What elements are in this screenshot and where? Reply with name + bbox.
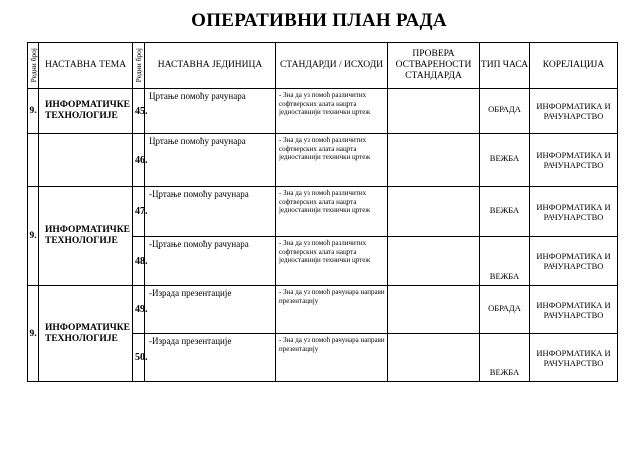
lesson-type: ВЕЖБА — [480, 334, 530, 382]
lesson-unit: -Израда презентације — [145, 286, 276, 334]
operational-plan-table — [27, 42, 618, 382]
group-topic — [39, 134, 133, 187]
lesson-number: 48. — [133, 237, 145, 286]
lesson-unit: -Израда презентације — [145, 334, 276, 382]
lesson-check — [388, 187, 480, 237]
lesson-number: 47. — [133, 187, 145, 237]
lesson-number: 50. — [133, 334, 145, 382]
lesson-unit: -Цртање помоћу рачунара — [145, 187, 276, 237]
lesson-correlation: ИНФОРМАТИКА И РАЧУНАРСТВО — [530, 134, 618, 187]
lesson-check — [388, 89, 480, 134]
lesson-check — [388, 334, 480, 382]
lesson-type: ОБРАДА — [480, 286, 530, 334]
table-row — [28, 134, 618, 187]
header-nastavna-tema: НАСТАВНА ТЕМА — [39, 43, 133, 89]
group-number: 9. — [28, 286, 39, 382]
table-row — [28, 286, 618, 334]
table-header-row — [28, 43, 618, 89]
lesson-correlation: ИНФОРМАТИКА И РАЧУНАРСТВО — [530, 187, 618, 237]
lesson-correlation: ИНФОРМАТИКА И РАЧУНАРСТВО — [530, 89, 618, 134]
lesson-standard: - Зна да уз помоћ рачунара направи презентацију — [276, 286, 388, 334]
table-row — [28, 89, 618, 134]
lesson-standard: - Зна да уз помоћ различитих софтверских алата нацрта једноставнији технички цртеж — [276, 134, 388, 187]
header-provera: ПРОВЕРА ОСТВАРЕНОСТИ СТАНДАРДА — [388, 43, 480, 89]
header-tip-casa: ТИП ЧАСА — [480, 43, 530, 89]
table-row — [28, 187, 618, 237]
group-number: 9. — [28, 89, 39, 134]
lesson-number: 49. — [133, 286, 145, 334]
header-standardi: СТАНДАРДИ / ИСХОДИ — [276, 43, 388, 89]
lesson-type: ОБРАДА — [480, 89, 530, 134]
lesson-standard: - Зна да уз помоћ различитих софтверских алата нацрта једноставнији технички цртеж — [276, 187, 388, 237]
header-korelacija: КОРЕЛАЦИЈА — [530, 43, 618, 89]
lesson-standard: - Зна да уз помоћ рачунара направи презентацију — [276, 334, 388, 382]
group-topic: ИНФОРМАТИЧКЕ ТЕХНОЛОГИЈЕ — [39, 187, 133, 286]
lesson-standard: - Зна да уз помоћ различитих софтверских алата нацрта једноставнији технички цртеж — [276, 237, 388, 286]
lesson-standard: - Зна да уз помоћ различитих софтверских алата нацрта једноставнији технички цртеж — [276, 89, 388, 134]
lesson-type: ВЕЖБА — [480, 134, 530, 187]
lesson-check — [388, 237, 480, 286]
group-topic: ИНФОРМАТИЧКЕ ТЕХНОЛОГИЈЕ — [39, 89, 133, 134]
page-title: ОПЕРАТИВНИ ПЛАН РАДА — [191, 10, 447, 31]
lesson-unit: Цртање помоћу рачунара — [145, 89, 276, 134]
lesson-correlation: ИНФОРМАТИКА И РАЧУНАРСТВО — [530, 237, 618, 286]
lesson-type: ВЕЖБА — [480, 187, 530, 237]
header-nastavna-jedinica: НАСТАВНА ЈЕДИНИЦА — [145, 43, 276, 89]
group-number — [28, 134, 39, 187]
lesson-check — [388, 286, 480, 334]
lesson-correlation: ИНФОРМАТИКА И РАЧУНАРСТВО — [530, 334, 618, 382]
lesson-type: ВЕЖБА — [480, 237, 530, 286]
group-number: 9. — [28, 187, 39, 286]
lesson-check — [388, 134, 480, 187]
lesson-number: 46. — [133, 134, 145, 187]
header-redni-broj-2: Редни број — [133, 43, 145, 89]
lesson-unit: -Цртање помоћу рачунара — [145, 237, 276, 286]
header-redni-broj: Редни број — [28, 43, 39, 89]
lesson-correlation: ИНФОРМАТИКА И РАЧУНАРСТВО — [530, 286, 618, 334]
lesson-unit: Цртање помоћу рачунара — [145, 134, 276, 187]
group-topic: ИНФОРМАТИЧКЕ ТЕХНОЛОГИЈЕ — [39, 286, 133, 382]
lesson-number: 45. — [133, 89, 145, 134]
